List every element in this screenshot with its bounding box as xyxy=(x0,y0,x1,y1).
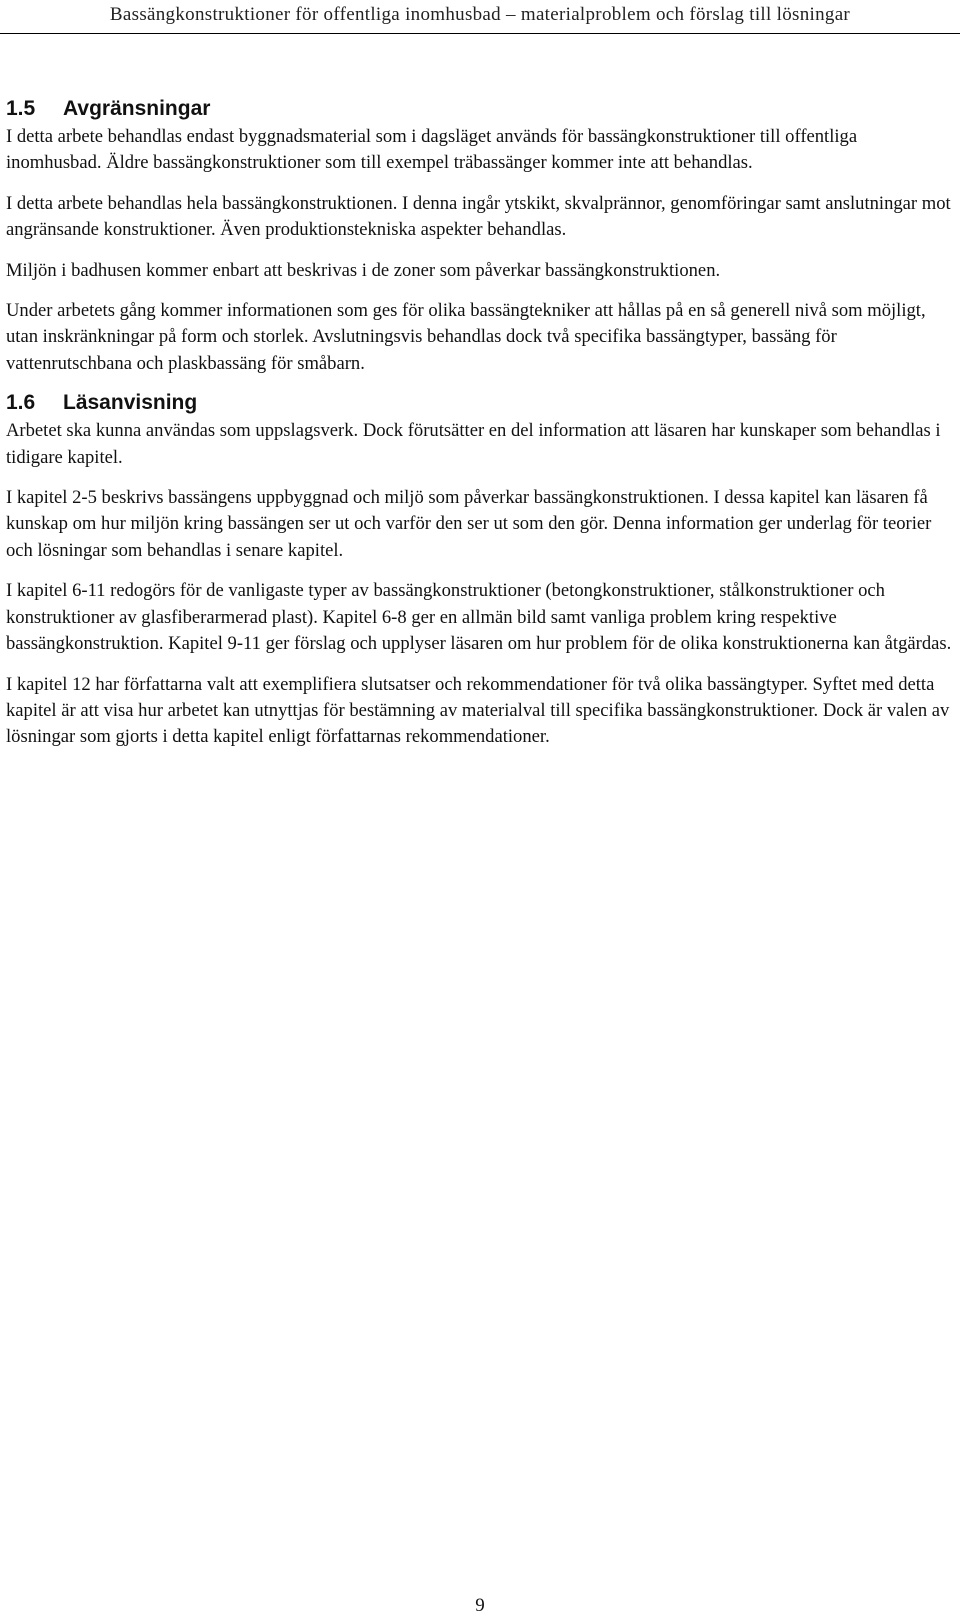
section-title: Avgränsningar xyxy=(63,97,211,120)
paragraph: I detta arbete behandlas hela bassängkonstruktionen. I denna ingår ytskikt, skvalprännor, genomföringar samt anslutningar mot angränsande konstruktioner. Även produktionstekniska aspekter behandlas. xyxy=(6,192,951,241)
section-title: Läsanvisning xyxy=(63,391,198,415)
section-number: 1.6 xyxy=(6,391,36,415)
paragraph: Miljön i badhusen kommer enbart att beskrivas i de zoner som påverkar bassängkonstruktionen. xyxy=(6,259,721,281)
paragraph: Arbetet ska kunna användas som uppslagsverk. Dock förutsätter en del information att läsaren har kunskaper som behandlas i tidigare kapitel. xyxy=(6,420,941,468)
paragraph: I detta arbete behandlas endast byggnadsmaterial som i dagsläget används för bassängkonstruktioner till offentliga inomhusbad. Äldre bassängkonstruktioner som till exempel träbassänger kommer inte att behandlas. xyxy=(6,126,858,174)
paragraph: Under arbetets gång kommer informationen som ges för olika bassängtekniker att hållas på en så generell nivå som möjligt, utan inskränkningar på form och storlek. Avslutningsvis behandlas dock två specifika bassängtyper, bassäng för vattenrutschbana och plaskbassäng för småbarn. xyxy=(6,300,926,374)
section-heading xyxy=(6,390,954,416)
section-heading xyxy=(6,96,954,122)
section-avgransningar xyxy=(6,96,954,377)
paragraph: I kapitel 6-11 redogörs för de vanligaste typer av bassängkonstruktioner (betongkonstruktioner, stålkonstruktioner och konstruktioner av glasfiberarmerad plast). Kapitel 6-8 ger en allmän bild samt vanliga problem kring respektive bassängkonstruktion. Kapitel 9-11 ger förslag och upplyser läsaren om hur problem för de olika konstruktionerna kan åtgärdas. xyxy=(6,580,952,655)
paragraph: I kapitel 2-5 beskrivs bassängens uppbyggnad och miljö som påverkar bassängkonstruktionen. I dessa kapitel kan läsaren få kunskap om hur miljön kring bassängen ser ut och varför den ser ut som den gör. Denna information ger underlag för teorier och lösningar som behandlas i senare kapitel. xyxy=(6,487,932,561)
document-body xyxy=(6,96,954,751)
paragraph: I kapitel 12 har författarna valt att exemplifiera slutsatser och rekommendationer för två olika bassängtyper. Syftet med detta kapitel är att visa hur arbetet kan utnyttjas för bestämning av materialval till specifika bassängkonstruktioner. Dock är valen av lösningar som gjorts i detta kapitel enligt författarnas rekommendationer. xyxy=(6,673,950,748)
running-header-title: Bassängkonstruktioner för offentliga inomhusbad – materialproblem och förslag till lösningar xyxy=(109,4,851,25)
section-number: 1.5 xyxy=(6,97,36,120)
section-lasanvisning xyxy=(6,390,954,750)
running-header xyxy=(0,0,960,34)
page-number: 9 xyxy=(475,1595,485,1616)
